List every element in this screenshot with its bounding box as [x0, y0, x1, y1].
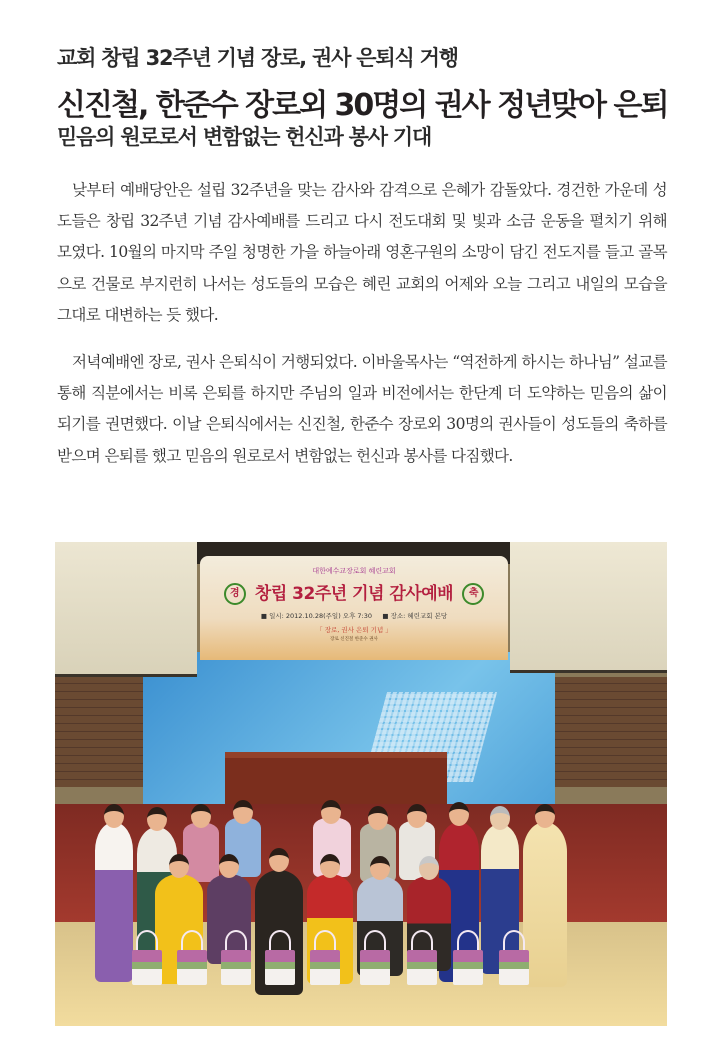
article-paragraph-1 — [57, 175, 667, 331]
banner-theme: 「 장로, 권사 은퇴 기념 」 — [316, 626, 392, 634]
banner-place: ■ 장소: 혜린교회 본당 — [382, 612, 448, 620]
person — [183, 822, 219, 882]
paragraph-text: 저녁예배엔 장로, 권사 은퇴식이 거행되었다. 이바울목사는 “역전하게 하시는 하나님” 설교를 통해 직분에서는 비록 은퇴를 하지만 주님의 일과 비전에서는 한단계 더 도약하는 믿음의 삶이 되기를 권면했다. 이날 은퇴식에서는 신진철, 한준수 장로외 30명의 권사들이 성도들의 축하를 받으며 은퇴를 했고 믿음의 원로로서 변함없는 헌신과 봉사를 다짐했다. — [57, 353, 667, 465]
person-head — [219, 854, 239, 878]
person-head — [269, 848, 289, 872]
flower-basket — [221, 930, 251, 985]
flower-basket — [360, 930, 390, 985]
banner-main-text: 창립 32주년 기념 감사예배 — [254, 584, 454, 604]
banner-org: 대한예수교장로회 혜린교회 — [312, 567, 396, 575]
banner-names — [200, 637, 508, 643]
projection-screen-right — [510, 542, 667, 673]
banner-when — [200, 611, 508, 620]
headline-title: 신진철, 한준수 장로외 30명의 권사 정년맞아 은퇴 — [57, 88, 668, 123]
person-head — [407, 804, 427, 828]
banner-title — [200, 579, 508, 605]
person-head — [320, 854, 340, 878]
flower-basket — [177, 930, 207, 985]
group-photo — [55, 542, 667, 1026]
label-elder: 장로 — [330, 637, 339, 642]
flower-basket — [265, 930, 295, 985]
headline-kicker: 교회 창립 32주년 기념 장로, 권사 은퇴식 거행 — [57, 46, 458, 70]
seal-right-icon: 축 — [462, 583, 484, 605]
person-head — [370, 856, 390, 880]
person-head — [233, 800, 253, 824]
flower-basket — [453, 930, 483, 985]
person-head — [535, 804, 555, 828]
person-head — [490, 806, 510, 830]
elder-names: 신진철 한준수 — [340, 637, 368, 642]
person-head — [368, 806, 388, 830]
projection-screen-left — [55, 542, 197, 677]
flower-basket — [499, 930, 529, 985]
headline-subtitle: 믿음의 원로로서 변함없는 헌신과 봉사 기대 — [57, 125, 432, 149]
article-paragraph-2 — [57, 347, 667, 472]
label-deaconess: 권사 — [369, 637, 378, 642]
flower-basket — [407, 930, 437, 985]
paragraph-text: 낮부터 예배당안은 설립 32주년을 맞는 감사와 감격으로 은혜가 감돌았다. 경건한 가운데 성도들은 창립 32주년 기념 감사예배를 드리고 다시 전도대회 및 빛과 소금 운동을 펼치기 위해 모였다. 10월의 마지막 주일 청명한 가을 하늘아래 영혼구원의 소망이 담긴 전도지를 들고 골목으로 건물로 부지런히 나서는 성도들의 모습은 혜린 교회의 어제와 오늘 그리고 내일의 모습을 그대로 대변하는 듯 했다. — [57, 181, 667, 324]
seal-left-icon: 경 — [224, 583, 246, 605]
person — [95, 822, 133, 982]
person-head — [191, 804, 211, 828]
person-head — [169, 854, 189, 878]
person-head — [321, 800, 341, 824]
person — [523, 822, 567, 987]
flower-basket — [132, 930, 162, 985]
person-head — [147, 807, 167, 831]
banner-datetime: ■ 일시: 2012.10.28(주일) 오후 7:30 — [260, 612, 373, 620]
person-head — [419, 856, 439, 880]
person-head — [104, 804, 124, 828]
event-banner — [200, 556, 508, 660]
person-head — [449, 802, 469, 826]
flower-basket — [310, 930, 340, 985]
